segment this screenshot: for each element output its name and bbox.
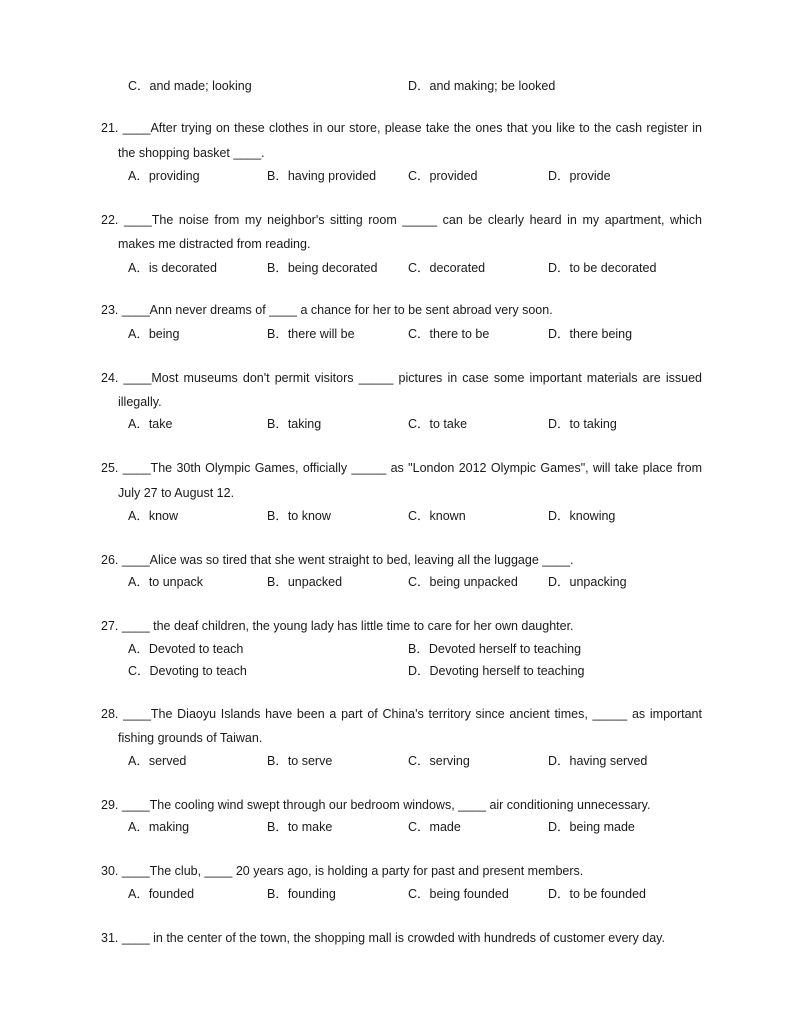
question-29-stem: 29. ____The cooling wind swept through our bedroom windows, ____ air conditioning unnecessary.	[101, 798, 651, 812]
option-a: A．providing	[128, 169, 200, 183]
question-30-stem: 30. ____The club, ____ 20 years ago, is holding a party for past and present members.	[101, 864, 584, 878]
option-b: B．founding	[267, 887, 336, 901]
option-c: C．to take	[408, 417, 468, 431]
option-a: A．know	[128, 509, 179, 523]
option-a: A．take	[128, 417, 173, 431]
option-a: A．Devoted to teach	[128, 642, 244, 656]
question-24-stem: 24. ____Most museums don't permit visitors _____ pictures in case some important materials are issued	[101, 371, 702, 385]
option-c: C．being founded	[408, 887, 509, 901]
option-a: A．founded	[128, 887, 195, 901]
option-a: A．being	[128, 327, 180, 341]
option-d: D．to be founded	[548, 887, 646, 901]
question-27-stem: 27. ____ the deaf children, the young lady has little time to care for her own daughter.	[101, 619, 574, 633]
option-b: B．unpacked	[267, 575, 343, 589]
option-d: D．there being	[548, 327, 633, 341]
question-26-stem: 26. ____Alice was so tired that she went straight to bed, leaving all the luggage ____.	[101, 553, 574, 567]
option-c: C．serving	[408, 754, 470, 768]
option-c: C．made	[408, 820, 461, 834]
option-d: D．and making; be looked	[408, 79, 556, 93]
option-b: B．to make	[267, 820, 333, 834]
question-22-stem-cont: makes me distracted from reading.	[118, 237, 311, 251]
question-28-stem: 28. ____The Diaoyu Islands have been a part of China's territory since ancient times, _____ as important	[101, 707, 702, 721]
option-b: B．to know	[267, 509, 331, 523]
option-a: A．served	[128, 754, 187, 768]
option-a: A．making	[128, 820, 190, 834]
option-b: B．having provided	[267, 169, 377, 183]
option-c: C．Devoting to teach	[128, 664, 247, 678]
option-a: A．to unpack	[128, 575, 204, 589]
option-d: D．to taking	[548, 417, 617, 431]
option-c: C．and made; looking	[128, 79, 252, 93]
question-31-stem: 31. ____ in the center of the town, the shopping mall is crowded with hundreds of customer every day.	[101, 931, 665, 945]
question-23-stem: 23. ____Ann never dreams of ____ a chance for her to be sent abroad very soon.	[101, 303, 553, 317]
option-d: D．to be decorated	[548, 261, 657, 275]
question-25-stem-cont: July 27 to August 12.	[118, 486, 235, 500]
option-c: C．provided	[408, 169, 478, 183]
question-25-stem: 25. ____The 30th Olympic Games, officially _____ as "London 2012 Olympic Games", will take place from	[101, 461, 702, 475]
option-d: D．unpacking	[548, 575, 627, 589]
question-22-stem: 22. ____The noise from my neighbor's sitting room _____ can be clearly heard in my apartment, which	[101, 213, 702, 227]
option-b: B．to serve	[267, 754, 333, 768]
option-d: D．being made	[548, 820, 635, 834]
option-d: D．Devoting herself to teaching	[408, 664, 585, 678]
option-d: D．having served	[548, 754, 648, 768]
option-c: C．decorated	[408, 261, 486, 275]
question-24-stem-cont: illegally.	[118, 395, 162, 409]
option-c: C．known	[408, 509, 466, 523]
option-c: C．there to be	[408, 327, 490, 341]
option-b: B．there will be	[267, 327, 355, 341]
question-21-stem: 21. ____After trying on these clothes in our store, please take the ones that you like to the cash register in	[101, 121, 702, 135]
option-b: B．Devoted herself to teaching	[408, 642, 582, 656]
option-b: B．being decorated	[267, 261, 378, 275]
question-28-stem-cont: fishing grounds of Taiwan.	[118, 731, 263, 745]
option-d: D．provide	[548, 169, 611, 183]
question-21-stem-cont: the shopping basket ____.	[118, 146, 265, 160]
option-d: D．knowing	[548, 509, 616, 523]
option-b: B．taking	[267, 417, 322, 431]
option-c: C．being unpacked	[408, 575, 518, 589]
option-a: A．is decorated	[128, 261, 217, 275]
